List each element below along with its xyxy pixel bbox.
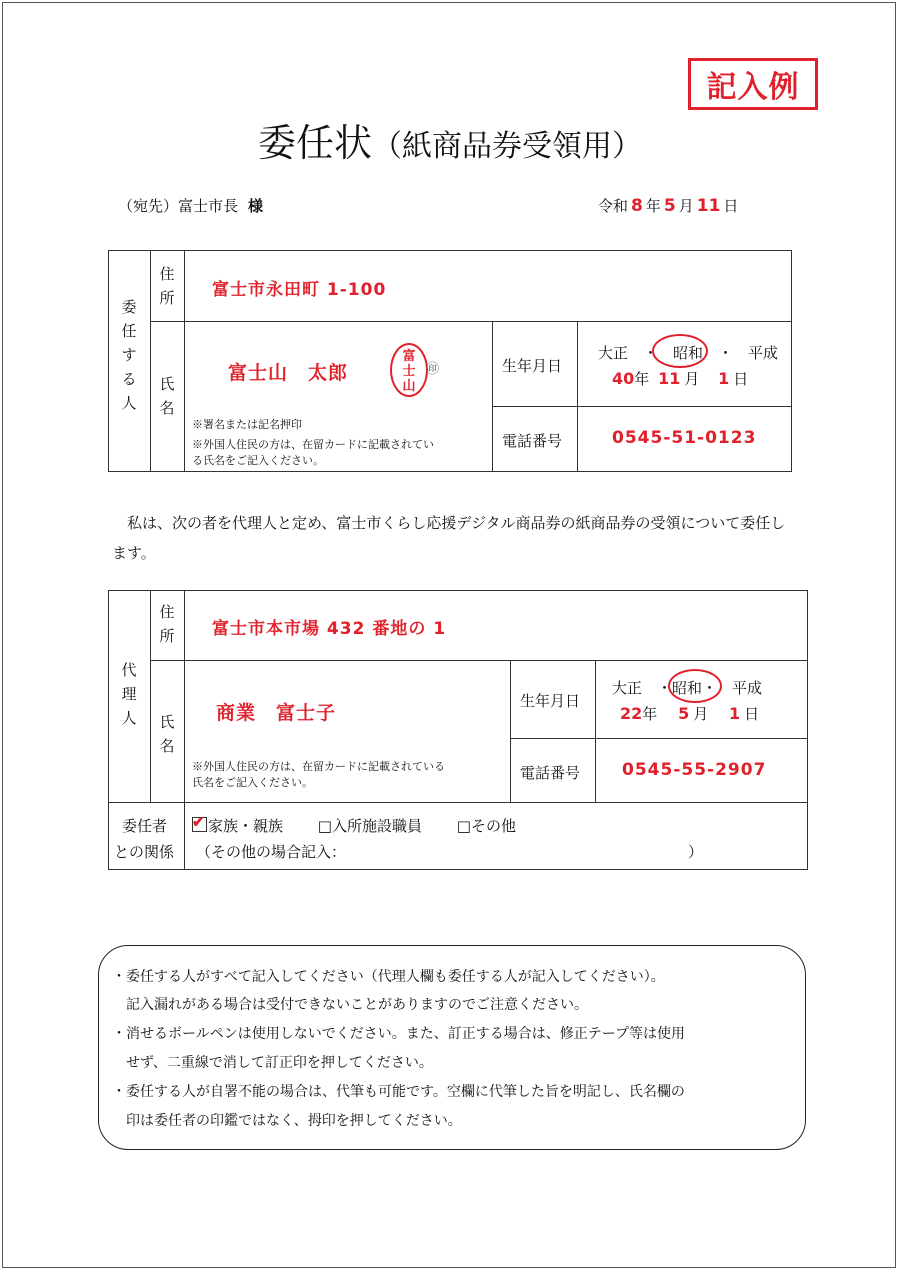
delegator-birth-label: 生年月日 xyxy=(502,357,563,375)
relation-option1: 家族・親族 xyxy=(208,817,284,835)
agent-name-note-b: 氏名をご記入ください。 xyxy=(192,776,313,789)
agent-era-circle xyxy=(668,669,722,703)
date-month-unit: 月 xyxy=(678,197,694,215)
date-day[interactable]: 11 xyxy=(696,196,721,216)
relation-other-close: ） xyxy=(688,843,704,861)
relation-label-line1: 委任者 xyxy=(122,817,168,835)
agent-phone-label: 電話番号 xyxy=(520,764,581,782)
note-line-4: せず、二重線で消して訂正印を押してください。 xyxy=(126,1055,433,1071)
addressee-label: （宛先）富士市長 xyxy=(118,197,239,215)
date-era: 令和 xyxy=(598,197,629,215)
relation-other-field[interactable] xyxy=(372,841,682,861)
delegator-seal xyxy=(390,343,428,397)
agent-name-note-a: ※外国人住民の方は、在留カードに記載されている xyxy=(192,760,445,773)
delegator-section-label: 委任する人 xyxy=(121,298,137,412)
note-line-5: ・委任する人が自署不能の場合は、代筆も可能です。空欄に代筆した旨を明記し、氏名欄の xyxy=(112,1084,685,1100)
agent-birth-year[interactable]: 22 xyxy=(620,704,643,723)
agent-section-label: 代理人 xyxy=(121,661,137,727)
date-year[interactable]: 8 xyxy=(631,196,643,216)
agent-address-value[interactable]: 富士市本市場 432 番地の 1 xyxy=(212,619,447,639)
relation-option2[interactable]: □入所施設職員 xyxy=(317,817,422,835)
document-title xyxy=(0,112,900,167)
agent-name-label: 氏名 xyxy=(159,713,175,755)
agent-birth-month[interactable]: 5 xyxy=(678,704,690,723)
delegator-birth-day[interactable]: 1 xyxy=(718,369,730,388)
delegator-address-value[interactable]: 富士市永田町 1-100 xyxy=(212,280,387,300)
example-stamp: 記入例 xyxy=(688,58,818,110)
agent-birth-day[interactable]: 1 xyxy=(729,704,741,723)
agent-birth-label: 生年月日 xyxy=(520,692,581,710)
delegator-name-note1: ※署名または記名押印 xyxy=(192,418,302,431)
title-main: 委任状 xyxy=(257,121,372,165)
agent-era-options: 大正 ・昭和・ 平成 xyxy=(612,679,763,697)
delegator-name-label: 氏名 xyxy=(159,375,175,417)
delegator-phone-label: 電話番号 xyxy=(502,432,563,450)
addressee xyxy=(118,195,263,216)
delegator-name-value[interactable]: 富士山 太郎 xyxy=(228,362,349,384)
delegator-era-options: 大正 ・ 昭和 ・ 平成 xyxy=(598,344,779,362)
document-date xyxy=(598,195,738,216)
note-line-2: 記入漏れがある場合は受付できないことがありますのでご注意ください。 xyxy=(126,997,588,1013)
agent-phone-value[interactable]: 0545-55-2907 xyxy=(622,760,767,780)
title-sub: （紙商品券受領用） xyxy=(372,129,642,164)
date-year-unit: 年 xyxy=(645,197,661,215)
relation-other-prompt: （その他の場合記入： xyxy=(196,843,347,861)
delegator-birth-year[interactable]: 40 xyxy=(612,369,635,388)
check-icon: ✔ xyxy=(192,813,205,831)
relation-options xyxy=(192,815,516,836)
note-line-3: ・消せるボールペンは使用しないでください。また、訂正する場合は、修正テープ等は使用 xyxy=(112,1026,686,1042)
delegator-birth-date: 40年 11 月 1 日 xyxy=(612,369,749,388)
note-line-1: ・委任する人がすべて記入してください（代理人欄も委任する人が記入してください）。 xyxy=(112,969,665,985)
delegator-birth-month[interactable]: 11 xyxy=(658,369,681,388)
agent-name-value[interactable]: 商業 富士子 xyxy=(216,702,337,724)
date-day-unit: 日 xyxy=(723,197,739,215)
delegator-name-note2b: る氏名をご記入ください。 xyxy=(192,454,324,467)
delegator-era-circle xyxy=(652,334,708,368)
relation-label-line2: との関係 xyxy=(114,843,175,861)
delegator-seal-text: 富士山 xyxy=(402,349,416,394)
delegator-name-note2a: ※外国人住民の方は、在留カードに記載されてい xyxy=(192,438,434,451)
addressee-honorific: 様 xyxy=(248,197,264,215)
delegator-phone-value[interactable]: 0545-51-0123 xyxy=(612,428,757,448)
delegator-address-label: 住所 xyxy=(159,265,175,307)
agent-address-label: 住所 xyxy=(159,603,175,645)
date-month[interactable]: 5 xyxy=(663,196,676,216)
note-line-6: 印は委任者の印鑑ではなく、拇印を押してください。 xyxy=(126,1113,462,1129)
relation-option1-checkbox[interactable] xyxy=(192,813,207,832)
agent-birth-date: 22年 5 月 1 日 xyxy=(620,704,760,723)
seal-mark: ㊞ xyxy=(426,362,440,377)
delegation-statement: 私は、次の者を代理人と定め、富士市くらし応援デジタル商品券の紙商品券の受領について委任します。 xyxy=(112,514,786,562)
relation-option3[interactable]: □その他 xyxy=(456,817,516,835)
